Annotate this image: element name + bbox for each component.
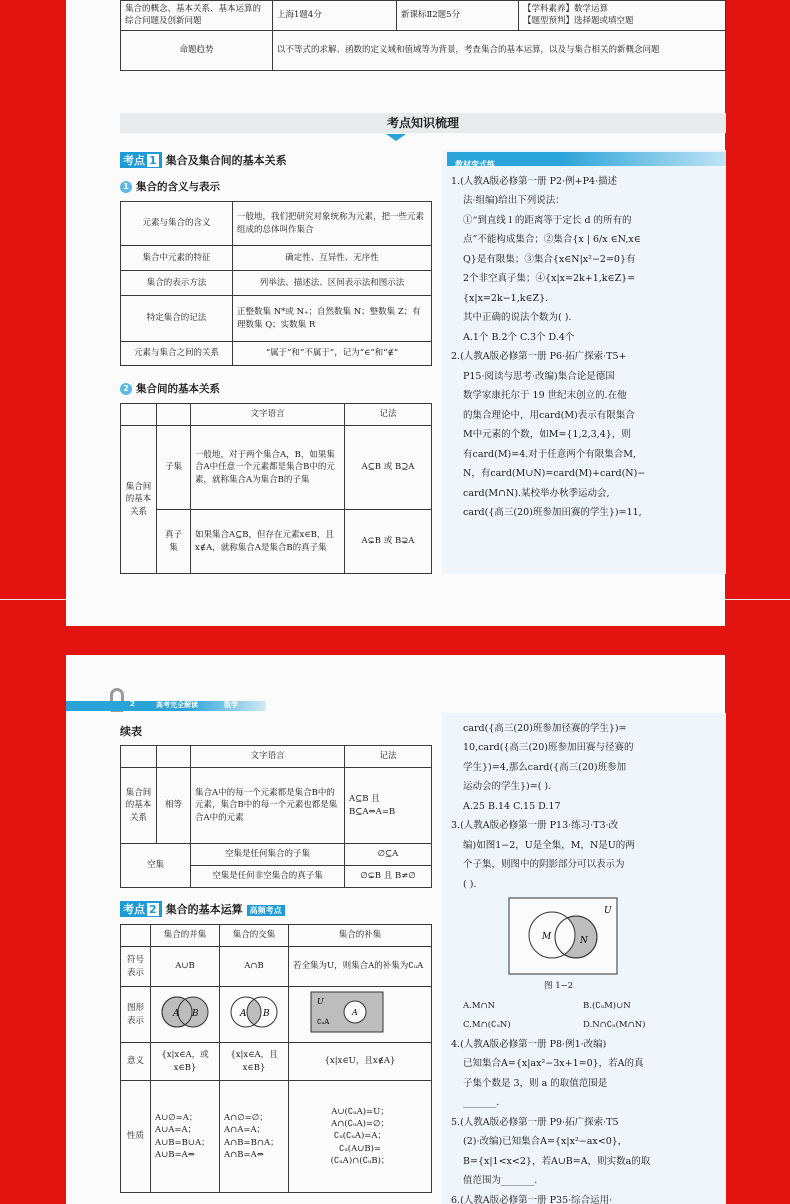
book-title: 高考完全解读: [156, 701, 198, 709]
def-val-3: 正整数集 N*或 N₊；自然数集 N；整数集 Z；有理数集 Q；实数集 R: [233, 296, 432, 342]
problem-line: card({高三(20)班参加径赛的学生})=: [463, 723, 627, 734]
sub2-title: 集合间的基本关系: [136, 383, 220, 395]
op-corner: [121, 925, 151, 947]
relation-notation-1: A⊊B 或 B⊋A: [345, 510, 432, 574]
problem-line: 的集合理论中，用card(M)表示有限集合: [463, 409, 635, 421]
problem-line: 学生})=4,那么card({高三(20)班参加: [463, 761, 627, 773]
kaodian2-tag: [120, 901, 162, 917]
problem-line: 10,card({高三(20)班参加田赛与径赛的: [463, 742, 634, 754]
problem-line: ①“到直线 l 的距离等于定长 d 的所有的: [463, 214, 632, 226]
figure-1-2: [508, 897, 618, 975]
prop-line: A∪B=A⇔: [155, 1149, 195, 1160]
op-symbol-inter: A∩B: [220, 947, 289, 987]
problem-line: A.1个 B.2个 C.3个 D.4个: [463, 331, 575, 343]
kaodian1-heading: [120, 152, 287, 168]
problem-line: M中元素的个数，如M={1,2,3,4}，则: [463, 429, 631, 441]
def-key-4: 元素与集合之间的关系: [121, 342, 233, 366]
figure-label-n: N: [580, 936, 588, 946]
summary-tag-2: 【题型预判】选择题或填空题: [523, 16, 634, 27]
kaodian1-tag-text: 考点: [123, 154, 145, 167]
problem-line: 运动会的学生})=( ).: [463, 781, 552, 793]
prop-line: A∩∅=∅；: [224, 1112, 268, 1123]
op-header-union: 集合的并集: [151, 925, 220, 947]
relation-corner-2: [157, 404, 191, 426]
problem-line: 法·组编)给出下列说法：: [463, 195, 565, 207]
problem-line: _______.: [463, 1097, 500, 1109]
kaodian2-tag-text: 考点: [123, 903, 145, 916]
prop-line: A∩B=B∩A；: [224, 1137, 279, 1148]
problem-line: 个子集，则图中的阴影部分可以表示为: [463, 859, 625, 871]
problem-line: (2)·改编)已知集合A={x|x²−ax<0}，: [463, 1136, 628, 1148]
def-val-2: 列举法、描述法、区间表示法和图示法: [233, 271, 432, 296]
op-meaning-inter: {x|x∈A，且x∈B}: [220, 1043, 289, 1081]
cont-header-notation: 记法: [345, 746, 432, 768]
problem-line: 已知集合A={x|ax²−3x+1=0}，若A的真: [463, 1058, 644, 1070]
prop-line: ∁ᵤ(A∪B)=: [338, 1143, 382, 1154]
venn-label-comp: ∁ᵤA: [317, 1018, 330, 1027]
def-key-2: 集合的表示方法: [121, 271, 233, 296]
def-val-0: 一般地，我们把研究对象统称为元素，把一些元素组成的总体叫作集合: [233, 202, 432, 246]
cont-text-0: 集合A中的每一个元素都是集合B中的元素，集合B中的每一个元素也都是集合A中的元素: [191, 768, 345, 844]
relation-text-0: 一般地，对于两个集合A，B，如果集合A中任意一个元素都是集合B中的元素，就称集合A为集合B的子集: [191, 426, 345, 510]
def-key-1: 集合中元素的特征: [121, 246, 233, 271]
relation-table-continued: [120, 745, 432, 888]
cont-group: 集合间的基本关系: [121, 768, 157, 844]
cont-header-text: 文字语言: [191, 746, 345, 768]
figure-caption: 图 1−2: [544, 981, 574, 991]
prop-line: ∁ᵤ(∁ᵤA)=A；: [333, 1131, 387, 1142]
union-venn-diagram: [155, 992, 215, 1032]
top-page: [66, 0, 725, 626]
figure-label-u: U: [604, 906, 612, 916]
exercise-problems-bottom-2: [451, 1035, 650, 1204]
problem-line: 编)如图1−2，U是全集，M，N是U的两: [463, 839, 635, 851]
def-val-4: “属于”和“不属于”，记为“∈”和“∉”: [233, 342, 432, 366]
hot-tag: 高频考点: [247, 905, 285, 916]
op-symbol-union: A∪B: [151, 947, 220, 987]
problem-line: 有card(M)=4.对于任意两个有限集合M,: [463, 448, 637, 460]
op-diagram-comp: [289, 987, 432, 1043]
problem-line: 值范围为_______.: [463, 1175, 538, 1187]
prop-line: A∪B=B∪A；: [155, 1137, 210, 1148]
cont-notation-1: ∅⊆A: [345, 844, 432, 866]
problem-line: 点”不能构成集合；②集合{x | 6/x ∈N,x∈: [463, 234, 641, 246]
def-key-0: 元素与集合的含义: [121, 202, 233, 246]
figure-label-m: M: [542, 932, 552, 942]
cont-notation-2: ∅⊊B 且 B≠∅: [345, 866, 432, 888]
prop-line: A∪∅=A；: [155, 1112, 198, 1123]
option-a: A.M∩N: [463, 1001, 496, 1011]
cont-text-1: 空集是任何集合的子集: [191, 844, 345, 866]
problem-line: 2个非空真子集；④{x|x=2k+1,k∈Z}=: [463, 273, 636, 285]
problem-line: Q}是有限集；③集合{x∈N|x²−2=0}有: [463, 253, 636, 265]
relation-corner: [121, 746, 157, 768]
banner-arrow-icon: [386, 134, 406, 141]
relation-group: 集合间的基本关系: [121, 426, 157, 574]
problem-line: B={x|1<x<2}，若A∪B=A，则实数a的取: [463, 1155, 651, 1167]
subject-title: 数学: [224, 701, 238, 709]
trend-text: 以不等式的求解、函数的定义域和值域等为背景，考查集合的基本运算，以及与集合相关的新概念问题: [273, 30, 726, 70]
problem-line: 2.(人教A版必修第一册 P6·拓广探索·T5+: [451, 351, 627, 363]
venn-label-b: B: [192, 1009, 199, 1020]
problem-line: card({高三(20)班参加田赛的学生})=11,: [463, 506, 642, 518]
trend-label: 命题趋势: [121, 30, 273, 70]
problem-line: P15·阅读与思考·改编)集合论是德国: [463, 370, 615, 382]
cont-text-2: 空集是任何非空集合的真子集: [191, 866, 345, 888]
continued-table-label: 续表: [120, 725, 142, 738]
cont-notation-0: A⊆B 且 B⊆A⇔A=B: [345, 768, 432, 844]
problem-line: A.25 B.14 C.15 D.17: [463, 800, 561, 812]
problem-line: ( ).: [463, 878, 477, 890]
venn-label-a: A: [173, 1009, 180, 1020]
relation-name-1: 真子集: [157, 510, 191, 574]
summary-shanghai: 上海1题4分: [273, 1, 397, 31]
relation-text-1: 如果集合A⊆B，但存在元素x∈B，且x∉A，就称集合A是集合B的真子集: [191, 510, 345, 574]
sub2-num-icon: 2: [120, 383, 132, 395]
kaodian2-title: 集合的基本运算: [165, 903, 243, 916]
relation-notation-0: A⊆B 或 B⊇A: [345, 426, 432, 510]
def-val-1: 确定性、互异性、无序性: [233, 246, 432, 271]
sub1-heading: [120, 179, 220, 194]
page-header-strip: [66, 701, 266, 711]
exercise-problems-bottom: [451, 719, 635, 894]
venn-label-b: B: [263, 1009, 270, 1020]
op-diagram-label: 图形表示: [121, 987, 151, 1043]
operation-table: [120, 924, 432, 1193]
summary-xinkebiao: 新课标Ⅱ2题5分: [397, 1, 519, 31]
section-banner: 考点知识梳理: [120, 113, 726, 133]
op-meaning-union: {x|x∈A，或x∈B}: [151, 1043, 220, 1081]
relation-header-notation: 记法: [345, 404, 432, 426]
prop-line: (∁ᵤA)∩(∁ᵤB)；: [330, 1155, 390, 1166]
venn-label-a: A: [352, 1008, 358, 1018]
relation-table: [120, 403, 432, 574]
problem-line: 数学家康托尔于 19 世纪末创立的.在他: [463, 390, 627, 402]
relation-corner-2: [157, 746, 191, 768]
option-d: D.N∩∁ᵤ(M∩N): [583, 1019, 646, 1030]
intersection-venn-diagram: [224, 992, 284, 1032]
prop-line: A∪A=A；: [155, 1125, 197, 1136]
prop-line: A∩B=A⇔: [224, 1149, 264, 1160]
summary-topic: 集合的概念、基本关系、基本运算的综合问题及创新问题: [121, 1, 273, 31]
complement-venn-diagram: [293, 990, 393, 1034]
problem-line: N，有card(M∪N)=card(M)+card(N)−: [463, 468, 646, 480]
figure-venn-diagram: [508, 897, 618, 975]
op-meaning-comp: {x|x∈U，且x∉A}: [289, 1043, 432, 1081]
problem-line: {x|x=2k−1,k∈Z}.: [463, 292, 549, 304]
problem-line: 3.(人教A版必修第一册 P13·练习·T3·改: [451, 820, 619, 832]
definition-table: [120, 201, 432, 366]
relation-name-0: 子集: [157, 426, 191, 510]
sub1-num-icon: 1: [120, 181, 132, 193]
problem-line: 1.(人教A版必修第一册 P2·例+P4·描述: [451, 176, 618, 187]
prop-line: A∩A=A；: [224, 1125, 266, 1136]
kaodian1-tag: [120, 152, 162, 168]
kaodian1-title: 集合及集合间的基本关系: [165, 154, 287, 167]
problem-line: 6.(人教A版必修第一册 P35·综合运用·: [451, 1194, 613, 1204]
bottom-page: [66, 655, 725, 1204]
exercise-tag-text: 教材变式练: [455, 160, 495, 169]
op-props-inter: [220, 1081, 289, 1193]
venn-label-u: U: [317, 997, 324, 1007]
venn-label-a: A: [240, 1009, 247, 1020]
relation-corner: [121, 404, 157, 426]
cont-name-0: 相等: [157, 768, 191, 844]
exercise-tag: [447, 152, 726, 169]
exercise-problems-top: [451, 172, 645, 522]
def-key-3: 特定集合的记法: [121, 296, 233, 342]
problem-line: card(M∩N).某校举办秋季运动会,: [463, 487, 610, 499]
op-symbol-comp: 若全集为U，则集合A的补集为∁ᵤA: [289, 947, 432, 987]
summary-tag-1: 【学科素养】数学运算: [523, 4, 609, 14]
problem-3-options: [463, 997, 723, 1034]
page-number: 2: [130, 700, 135, 708]
option-b: B.(∁ᵤM)∪N: [583, 1001, 631, 1011]
problem-line: 4.(人教A版必修第一册 P8·例1·改编): [451, 1039, 607, 1050]
kaodian2-num: 2: [149, 903, 157, 916]
problem-line: 子集个数是 3，则 a 的取值范围是: [463, 1077, 608, 1089]
op-diagram-union: [151, 987, 220, 1043]
problem-line: 其中正确的说法个数为( ).: [463, 312, 572, 324]
prop-line: A∩(∁ᵤA)=∅；: [331, 1119, 389, 1130]
summary-tags: [519, 1, 726, 31]
op-header-comp: 集合的补集: [289, 925, 432, 947]
op-props-union: [151, 1081, 220, 1193]
op-meaning-label: 意义: [121, 1043, 151, 1081]
kaodian1-num: 1: [149, 154, 157, 167]
op-property-label: 性质: [121, 1081, 151, 1193]
cont-name-1: 空集: [121, 844, 191, 888]
op-header-inter: 集合的交集: [220, 925, 289, 947]
kaodian2-heading: [120, 901, 285, 917]
op-symbol-label: 符号表示: [121, 947, 151, 987]
summary-table: [120, 0, 726, 71]
option-c: C.M∩(∁ᵤN): [463, 1019, 511, 1030]
sub1-title: 集合的含义与表示: [136, 181, 220, 193]
prop-line: A∪(∁ᵤA)=U；: [331, 1106, 389, 1117]
sub2-heading: [120, 381, 220, 396]
relation-header-text: 文字语言: [191, 404, 345, 426]
op-diagram-inter: [220, 987, 289, 1043]
problem-line: 5.(人教A版必修第一册 P9·拓广探索·T5: [451, 1116, 619, 1128]
op-props-comp: [289, 1081, 432, 1193]
